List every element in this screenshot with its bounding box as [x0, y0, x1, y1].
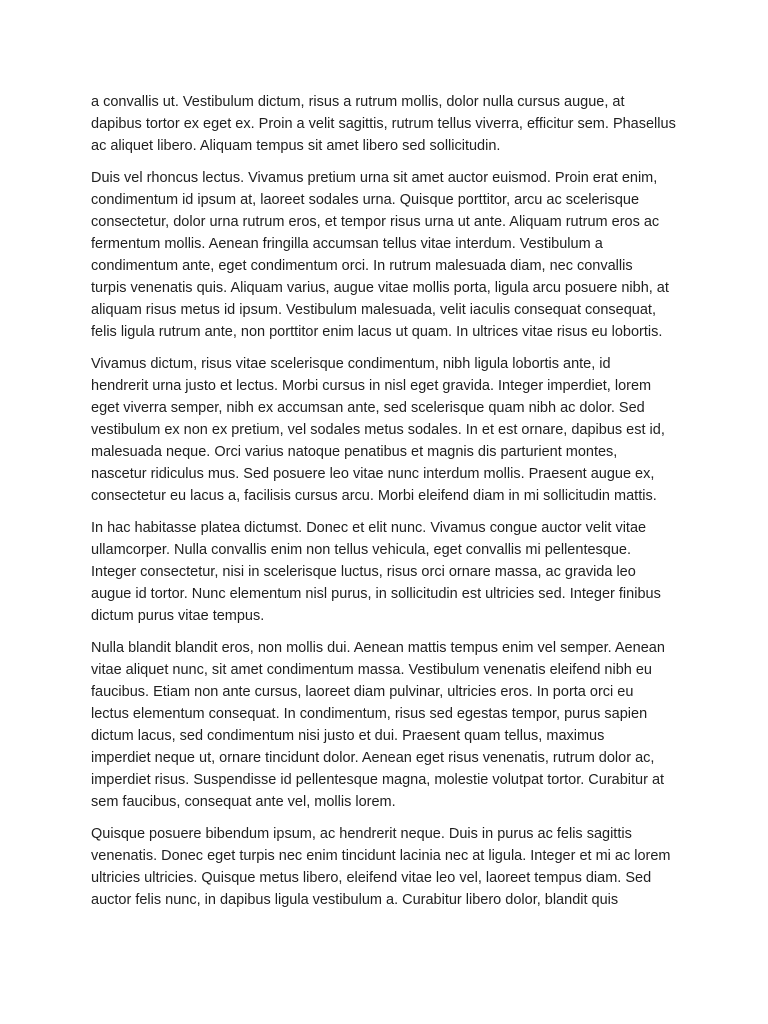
text-line: felis ligula rutrum ante, non porttitor enim lacus ut quam. In ultrices vitae risus eu lobortis.	[91, 324, 663, 340]
text-line: hendrerit urna justo et lectus. Morbi cursus in nisl eget gravida. Integer imperdiet, lorem	[91, 378, 652, 394]
text-line: dictum lacus, sed condimentum nisi justo et dui. Praesent quam tellus, maximus	[91, 728, 605, 744]
text-line: faucibus. Etiam non ante cursus, laoreet diam pulvinar, ultricies eros. In porta orci eu	[91, 684, 634, 700]
paragraph	[91, 167, 685, 343]
text-line: imperdiet neque ut, ornare tincidunt dolor. Aenean eget risus venenatis, rutrum dolor ac,	[91, 750, 655, 766]
document-body	[91, 91, 685, 921]
text-line: condimentum id ipsum at, laoreet sodales urna. Quisque porttitor, arcu ac scelerisque	[91, 192, 640, 208]
text-line: augue id tortor. Nunc elementum nisl purus, in sollicitudin est ultricies sed. Integer finibus	[91, 586, 661, 602]
text-line: Integer consectetur, nisi in scelerisque luctus, risus orci ornare massa, ac gravida leo	[91, 564, 636, 580]
paragraph	[91, 823, 685, 911]
text-line: nascetur ridiculus mus. Sed posuere leo vitae nunc interdum mollis. Praesent augue ex,	[91, 466, 655, 482]
text-line: a convallis ut. Vestibulum dictum, risus a rutrum mollis, dolor nulla cursus augue, at	[91, 94, 625, 110]
text-line: eget viverra semper, nibh ex accumsan ante, sed scelerisque quam nibh ac dolor. Sed	[91, 400, 645, 416]
paragraph	[91, 517, 685, 627]
text-line: turpis venenatis quis. Aliquam varius, augue vitae mollis porta, ligula arcu posuere nibh, at	[91, 280, 669, 296]
text-line: ac aliquet libero. Aliquam tempus sit amet libero sed sollicitudin.	[91, 138, 501, 154]
text-line: consectetur eu lacus a, facilisis cursus arcu. Morbi eleifend diam in mi sollicitudin mattis.	[91, 488, 657, 504]
text-line: fermentum mollis. Aenean fringilla accumsan tellus vitae interdum. Vestibulum a	[91, 236, 603, 252]
paragraph	[91, 637, 685, 813]
text-line: lectus elementum consequat. In condimentum, risus sed egestas tempor, purus sapien	[91, 706, 648, 722]
text-line: dapibus tortor ex eget ex. Proin a velit sagittis, rutrum tellus viverra, efficitur sem. Phasellus	[91, 116, 676, 132]
text-line: ultricies ultricies. Quisque metus libero, eleifend vitae leo vel, laoreet tempus diam. Sed	[91, 870, 652, 886]
text-line: dictum purus vitae tempus.	[91, 608, 265, 624]
text-line: imperdiet risus. Suspendisse id pellentesque magna, molestie volutpat tortor. Curabitur at	[91, 772, 665, 788]
text-line: sem faucibus, consequat ante vel, mollis lorem.	[91, 794, 396, 810]
text-line: malesuada neque. Orci varius natoque penatibus et magnis dis parturient montes,	[91, 444, 618, 460]
text-line: Duis vel rhoncus lectus. Vivamus pretium urna sit amet auctor euismod. Proin erat enim,	[91, 170, 658, 186]
text-line: vestibulum ex non ex pretium, vel sodales metus sodales. In et est ornare, dapibus est id,	[91, 422, 665, 438]
text-line: aliquam risus metus id ipsum. Vestibulum malesuada, velit iaculis consequat consequat,	[91, 302, 656, 318]
text-line: Vivamus dictum, risus vitae scelerisque condimentum, nibh ligula lobortis ante, id	[91, 356, 611, 372]
paragraph	[91, 353, 685, 507]
text-line: consectetur, dolor urna rutrum eros, et tempor risus urna ut ante. Aliquam rutrum eros ac	[91, 214, 660, 230]
text-line: ullamcorper. Nulla convallis enim non tellus vehicula, eget convallis mi pellentesque.	[91, 542, 632, 558]
text-line: vitae aliquet nunc, sit amet condimentum massa. Vestibulum venenatis eleifend nibh eu	[91, 662, 652, 678]
paragraph	[91, 91, 685, 157]
text-line: condimentum ante, eget condimentum orci. In rutrum malesuada diam, nec convallis	[91, 258, 633, 274]
text-line: Nulla blandit blandit eros, non mollis dui. Aenean mattis tempus enim vel semper. Aenean	[91, 640, 665, 656]
text-line: venenatis. Donec eget turpis nec enim tincidunt lacinia nec at ligula. Integer et mi ac lorem	[91, 848, 671, 864]
text-line: In hac habitasse platea dictumst. Donec et elit nunc. Vivamus congue auctor velit vitae	[91, 520, 647, 536]
text-line: auctor felis nunc, in dapibus ligula vestibulum a. Curabitur libero dolor, blandit quis	[91, 892, 619, 908]
text-line: Quisque posuere bibendum ipsum, ac hendrerit neque. Duis in purus ac felis sagittis	[91, 826, 632, 842]
